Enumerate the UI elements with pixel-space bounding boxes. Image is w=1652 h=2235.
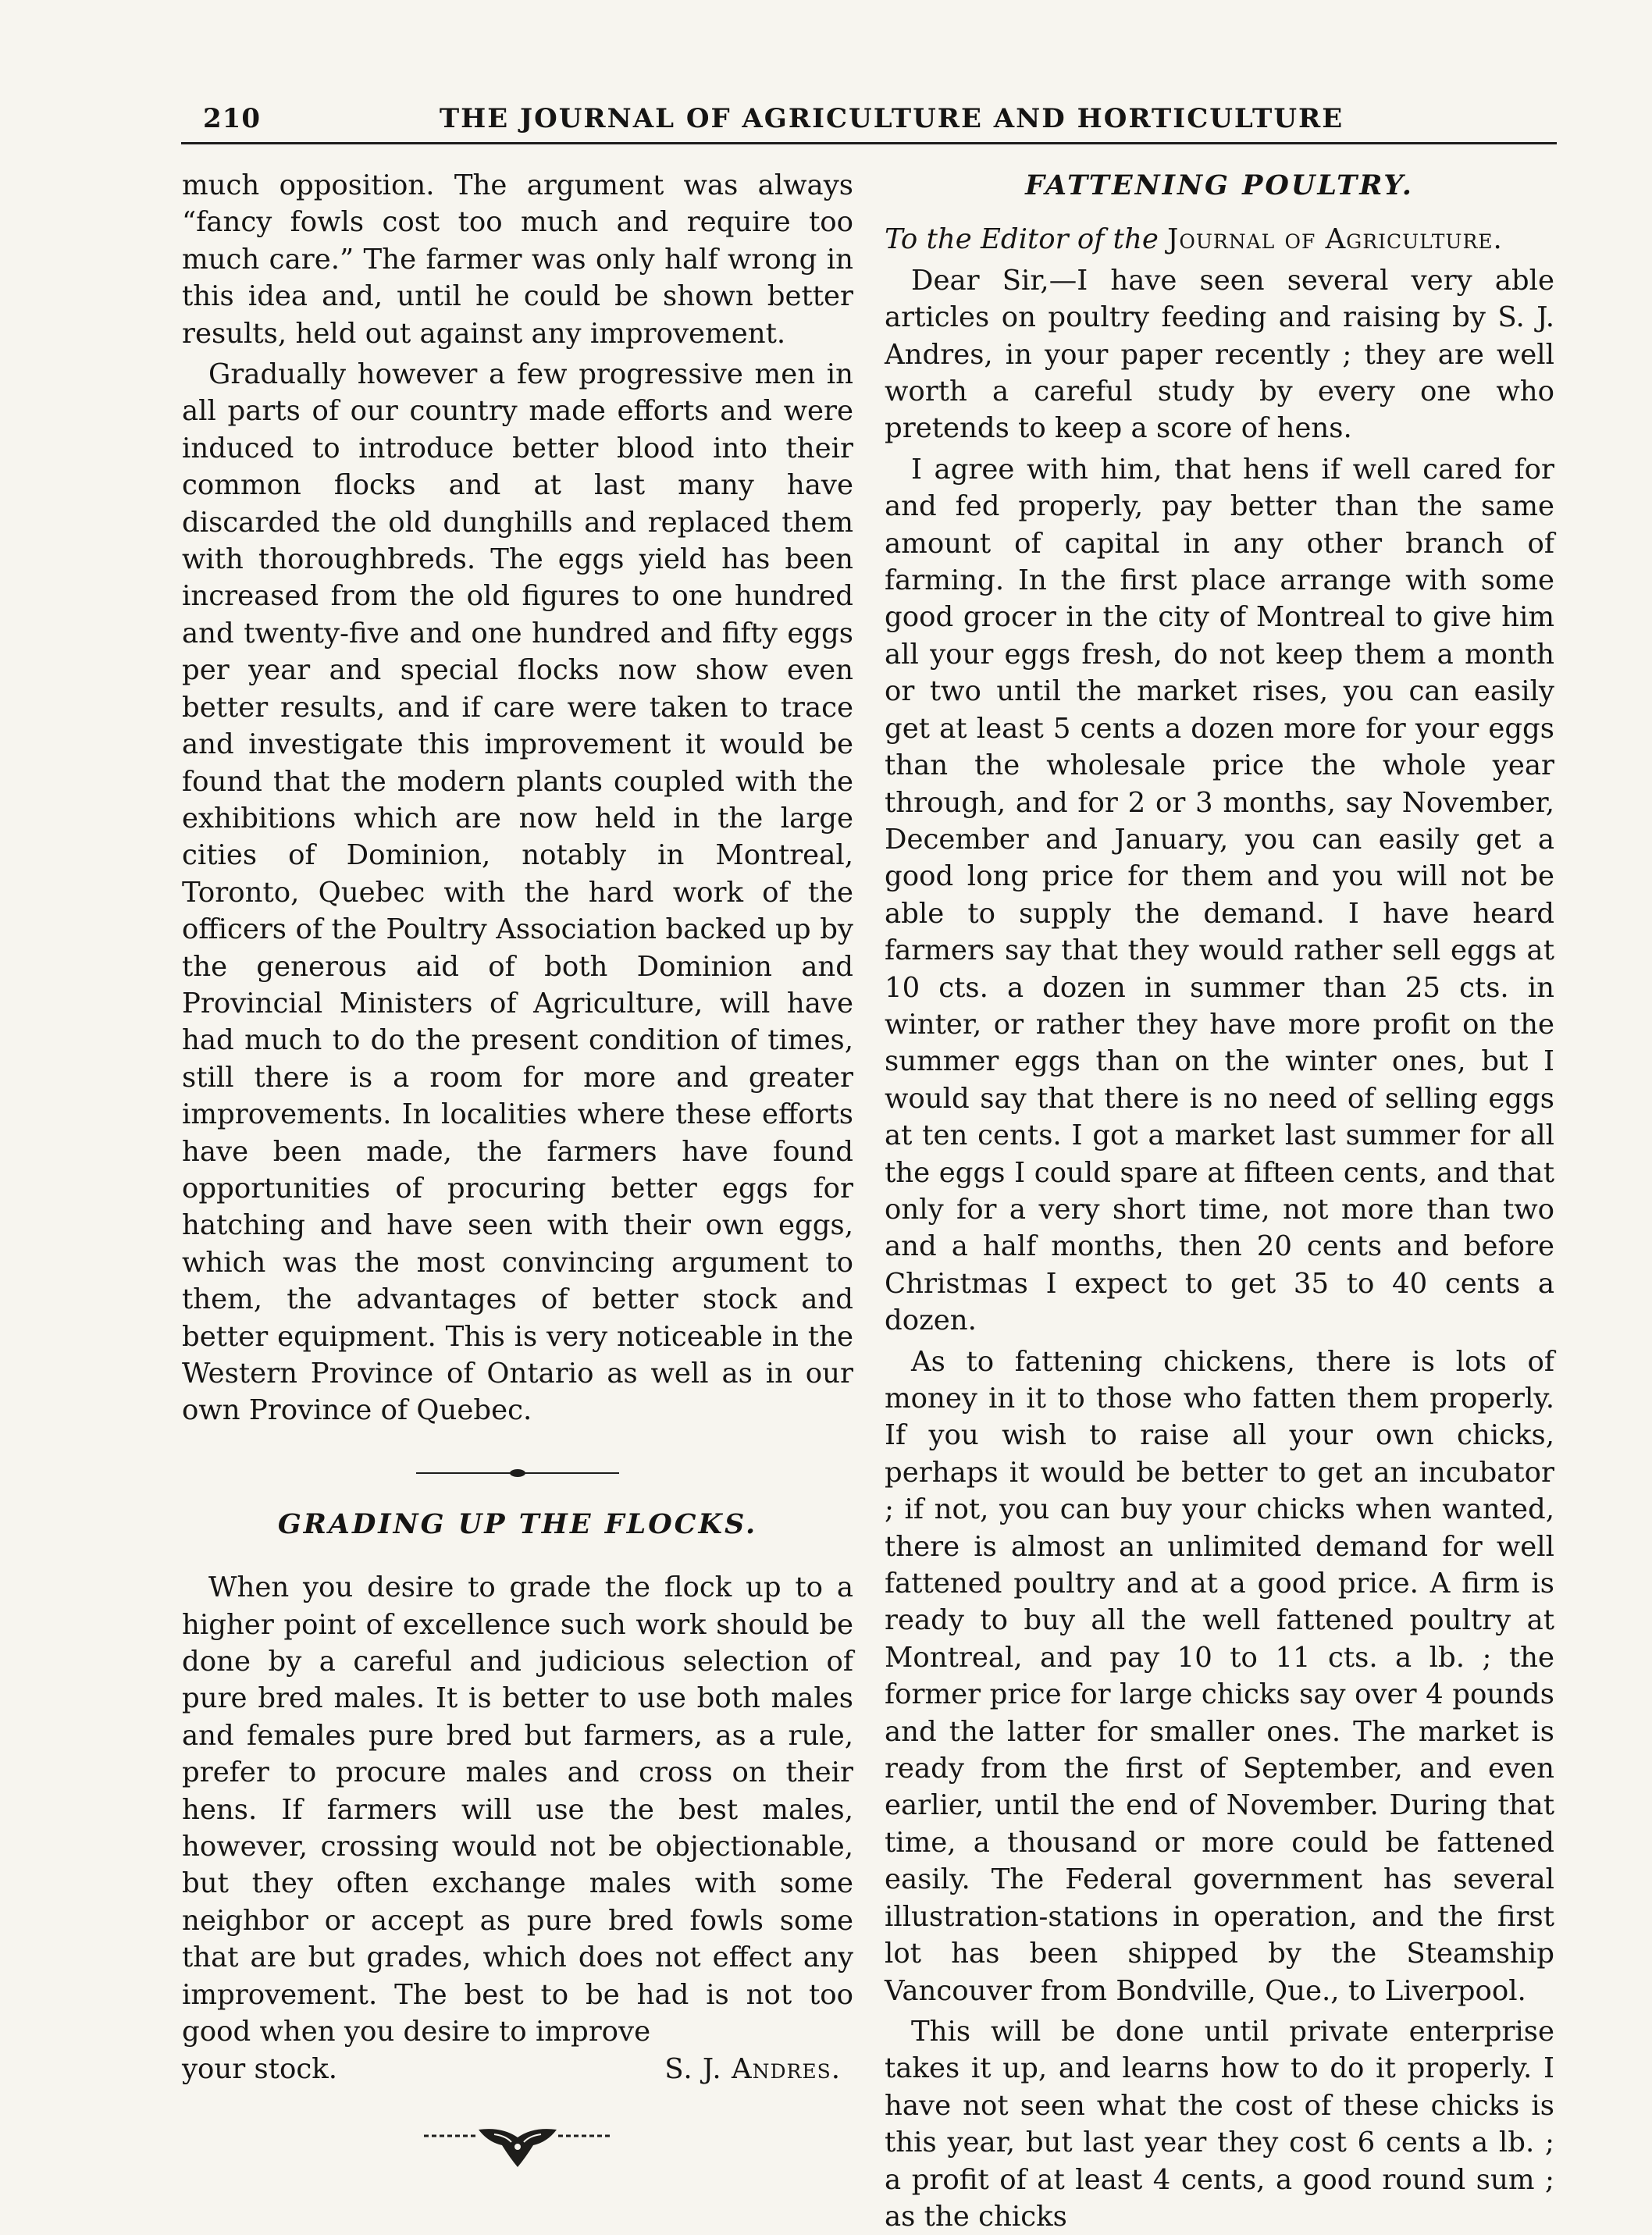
separator-dot — [510, 1469, 525, 1477]
editor-dedication — [885, 221, 1554, 258]
signature-line — [182, 2051, 853, 2087]
right-column — [885, 167, 1554, 2235]
left-column — [182, 167, 853, 2183]
dedication-journal: Journal of Agriculture. — [1167, 223, 1503, 256]
right-paragraph-1: Dear Sir,—I have seen several very able articles on poultry feeding and raising by S. J. Andres, in your paper recently ; they are well worth a careful study by every one who pretends to keep a score of hens. — [885, 264, 1554, 445]
header-rule — [181, 142, 1557, 144]
left-paragraph-3: When you desire to grade the flock up to a higher point of excellence such work should be done by a careful and judicious selection of pure bred males. It is better to use both males and females pure bred but farmers, as a rule, prefer to procure males and cross on their hens. If farmers will use the best males, however, crossing would not be objectionable, but they often exchange males with some neighbor or accept as pure bred fowls some that are but grades, which does not effect any improvement. The best to be had is not too good when you desire to improve — [182, 1571, 853, 2048]
fattening-section-title: FATTENING POULTRY. — [1025, 169, 1414, 201]
right-paragraph-2: I agree with him, that hens if well cared for and fed properly, pay better than the same amount of capital in any other branch of farming. In the first place arrange with some good grocer in the city of Montreal to give him all your eggs fresh, do not keep them a month or two until the market rises, you can easily get at least 5 cents a dozen more for your eggs than the wholesale price the whole year through, and for 2 or 3 months, say November, December and January, you can easily get a good long price for them and you will not be able to supply the demand. I have heard farmers say that they would rather sell eggs at 10 cts. a dozen in summer than 25 cts. in winter, or rather they have more profit on the summer eggs than on the winter ones, but I would say that there is no need of selling eggs at ten cents. I got a market last summer for all the eggs I could spare at fifteen cents, and that only for a very short time, not more than two and a half months, then 20 cents and before Christmas I expect to get 35 to 40 cents a dozen. — [885, 453, 1554, 1337]
right-paragraph-3: As to fattening chickens, there is lots of money in it to those who fatten them properly. If you wish to raise all your own chicks, perhaps it would be better to get an incubator ; if not, you can buy your chicks when wanted, there is almost an unlimited demand for well fattened poultry and at a good price. A firm is ready to buy all the well fattened poultry at Montreal, and pay 10 to 11 cts. a lb. ; the former price for large chicks say over 4 pounds and the latter for smaller ones. The market is ready from the first of September, and even earlier, until the end of November. During that time, a thousand or more could be fattened easily. The Federal government has several illustration-stations in operation, and the first lot has been shipped by the Steamship Vancouver from Bondville, Que., to Liverpool. — [885, 1345, 1554, 2007]
grading-section-title: GRADING UP THE FLOCKS. — [277, 1507, 758, 1540]
right-paragraph-4: This will be done until private enterprise takes it up, and learns how to do it properly. I have not seen what the cost of these chicks is this year, but last year they cost 6 cents a lb. ; a profit of at least 4 cents, a good round sum ; as the chicks — [885, 2015, 1554, 2233]
left-paragraph-1: much opposition. The argument was always “fancy fowls cost too much and require too much care.” The farmer was only half wrong in this idea and, until he could be shown better results, held out against any improvement. — [182, 169, 853, 350]
running-title: THE JOURNAL OF AGRICULTURE AND HORTICULTURE — [439, 103, 1344, 134]
author-signature: S. J. Andres. — [664, 2052, 841, 2085]
left-paragraph-2: Gradually however a few progressive men in all parts of our country made efforts and were induced to introduce better blood into their common flocks and at last many have discarded the old dunghills and replaced them with thoroughbreds. The eggs yield has been increased from the old figures to one hundred and twenty-five and one hundred and fifty eggs per year and special flocks now show even better results, and if care were taken to trace and investigate this improvement it would be found that the modern plants coupled with the exhibitions which are now held in the large cities of Dominion, notably in Montreal, Toronto, Quebec with the hard work of the officers of the Poultry Association backed up by the generous aid of both Dominion and Provincial Ministers of Agriculture, will have had much to do the present condition of times, still there is a room for more and greater improvements. In localities where these efforts have been made, the farmers have found opportunities of procuring better eggs for hatching and have seen with their own eggs, which was the most convincing argument to them, the advantages of better stock and better equipment. This is very noticeable in the Western Province of Ontario as well as in our own Province of Quebec. — [182, 358, 853, 1427]
closing-words: your stock. — [182, 2052, 338, 2085]
ornament-icon — [416, 2119, 619, 2173]
page-number: 210 — [203, 103, 261, 134]
page-header — [181, 100, 1555, 142]
dedication-prefix: To the Editor of the — [885, 223, 1168, 256]
section-separator — [416, 1467, 619, 1479]
